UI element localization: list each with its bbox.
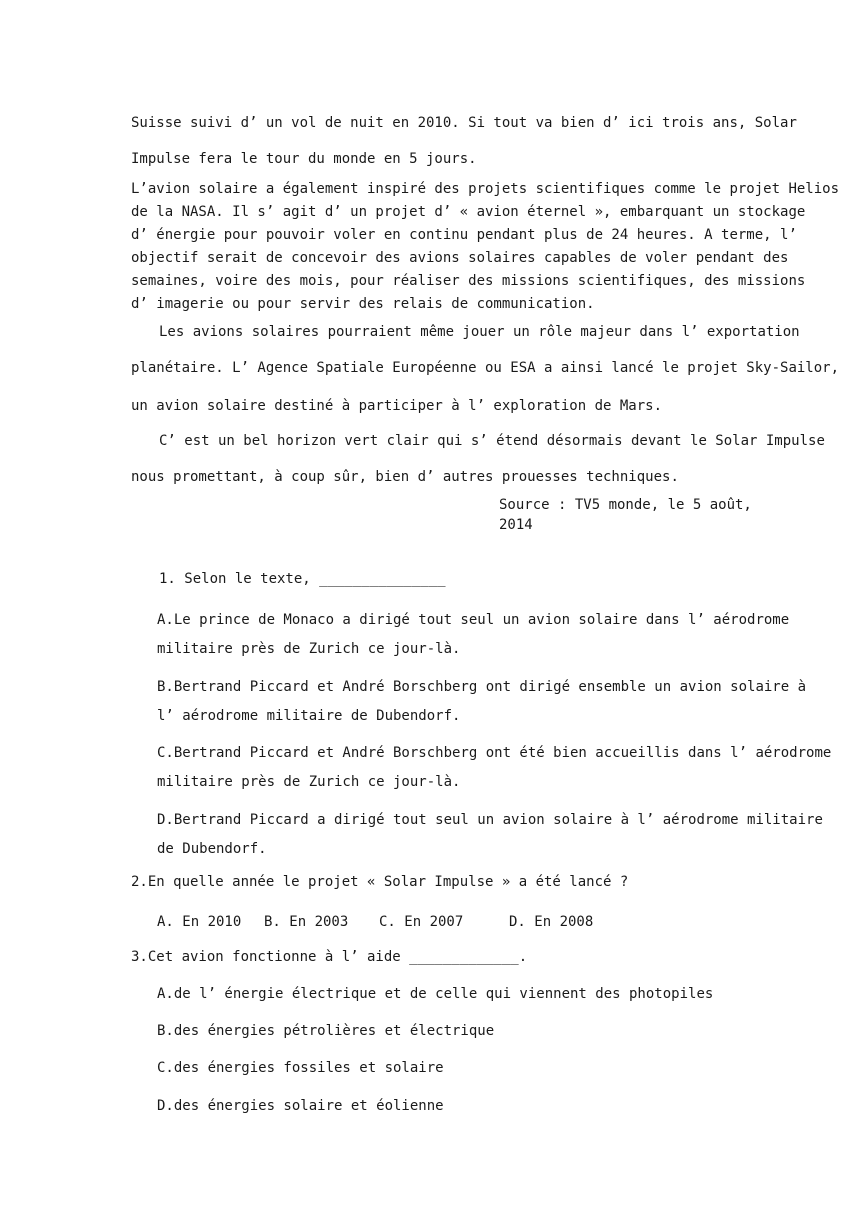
passage-line: nous promettant, à coup sûr, bien d’ autres prouesses techniques. xyxy=(131,469,679,485)
passage-line: Les avions solaires pourraient même jouer un rôle majeur dans l’ exportation xyxy=(159,324,800,340)
passage-line: un avion solaire destiné à participer à l’ exploration de Mars. xyxy=(131,398,663,414)
option-d: D.des énergies solaire et éolienne xyxy=(157,1098,444,1114)
passage-line: d’ imagerie ou pour servir des relais de communication. xyxy=(131,296,595,312)
option-b: B.des énergies pétrolières et électrique xyxy=(157,1023,495,1039)
passage-line: de la NASA. Il s’ agit d’ un projet d’ « avion éternel », embarquant un stockage xyxy=(131,204,806,220)
passage-line: objectif serait de concevoir des avions solaires capables de voler pendant des xyxy=(131,250,789,266)
option-b: B. En 2003 xyxy=(264,914,349,930)
passage-line: Suisse suivi d’ un vol de nuit en 2010. Si tout va bien d’ ici trois ans, Solar xyxy=(131,115,797,131)
question-stem: 1. Selon le texte, _______________ xyxy=(159,571,446,587)
option-a: A.de l’ énergie électrique et de celle qui viennent des photopiles xyxy=(157,986,714,1002)
options-row xyxy=(157,914,733,930)
option-d: D. En 2008 xyxy=(509,914,594,930)
source-citation: Source : TV5 monde, le 5 août, xyxy=(499,497,752,513)
question-stem: 3.Cet avion fonctionne à l’ aide _____________. xyxy=(131,949,528,965)
passage-line: L’avion solaire a également inspiré des projets scientifiques comme le projet Helios xyxy=(131,181,840,197)
passage-line: d’ énergie pour pouvoir voler en continu pendant plus de 24 heures. A terme, l’ xyxy=(131,227,797,243)
option-c: C.des énergies fossiles et solaire xyxy=(157,1060,444,1076)
passage-line: Impulse fera le tour du monde en 5 jours. xyxy=(131,151,477,167)
option-d: de Dubendorf. xyxy=(157,841,267,857)
option-c: C.Bertrand Piccard et André Borschberg ont été bien accueillis dans l’ aérodrome xyxy=(157,745,832,761)
option-c: C. En 2007 xyxy=(379,914,464,930)
option-a: A. En 2010 xyxy=(157,914,242,930)
source-citation: 2014 xyxy=(499,517,533,533)
passage-line: semaines, voire des mois, pour réaliser des missions scientifiques, des missions xyxy=(131,273,806,289)
option-a: A.Le prince de Monaco a dirigé tout seul un avion solaire dans l’ aérodrome xyxy=(157,612,790,628)
option-d: D.Bertrand Piccard a dirigé tout seul un avion solaire à l’ aérodrome militaire xyxy=(157,812,823,828)
passage-line: C’ est un bel horizon vert clair qui s’ étend désormais devant le Solar Impulse xyxy=(159,433,825,449)
option-b: l’ aérodrome militaire de Dubendorf. xyxy=(157,708,461,724)
option-a: militaire près de Zurich ce jour-là. xyxy=(157,641,461,657)
passage-line: planétaire. L’ Agence Spatiale Européenne ou ESA a ainsi lancé le projet Sky-Sailor, xyxy=(131,360,840,376)
option-b: B.Bertrand Piccard et André Borschberg ont dirigé ensemble un avion solaire à xyxy=(157,679,807,695)
question-stem: 2.En quelle année le projet « Solar Impulse » a été lancé ? xyxy=(131,874,629,890)
option-c: militaire près de Zurich ce jour-là. xyxy=(157,774,461,790)
